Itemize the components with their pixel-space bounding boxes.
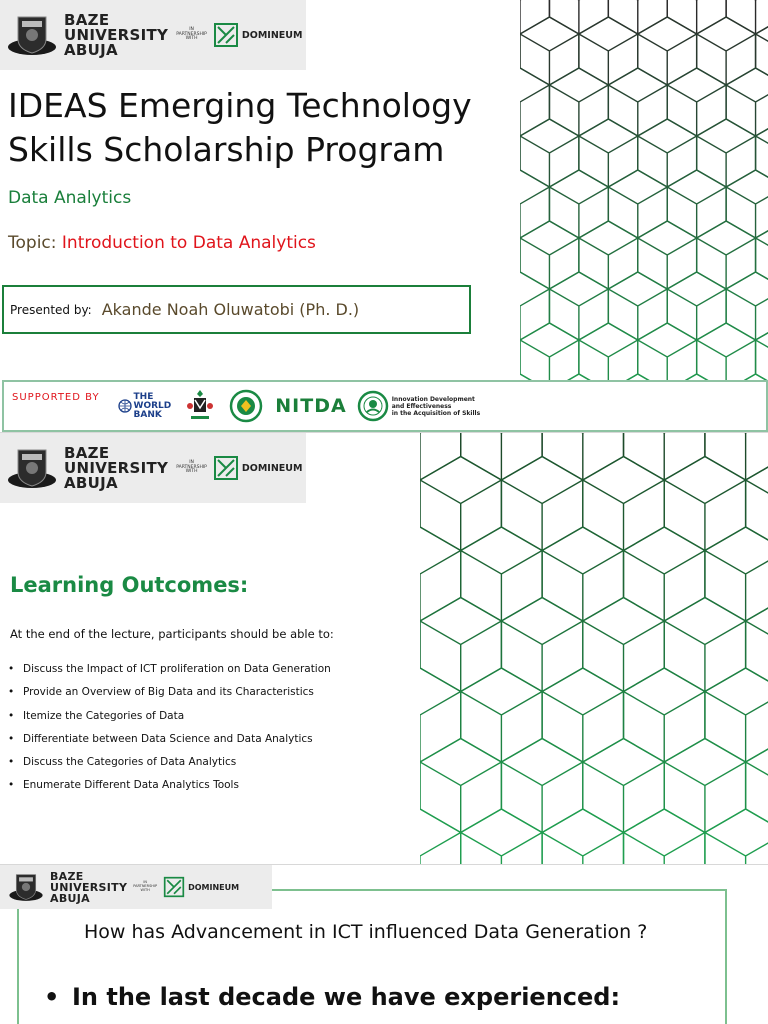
cube-edges: [705, 833, 768, 865]
cube-edges: [420, 433, 461, 480]
cube-edges: [608, 85, 667, 136]
cube-edges: [664, 621, 745, 692]
cube-outline: [746, 457, 768, 551]
list-item: • Differentiate between Data Science and Data Analytics: [8, 728, 331, 751]
page-title: [8, 84, 548, 172]
cube-edges: [756, 136, 768, 187]
cube-outline: [705, 809, 768, 864]
cube-outline: [726, 170, 768, 238]
cube-edges: [638, 238, 697, 289]
baze-crest-icon: [6, 442, 58, 494]
cube-edges: [583, 762, 664, 833]
cube-edges: [697, 238, 756, 289]
cube-outline: [420, 527, 461, 621]
cube-edges: [624, 433, 705, 480]
world-bank-globe-icon: [118, 399, 132, 413]
partner-line-1: IN: [189, 459, 194, 465]
slide-learning-outcomes: [0, 432, 768, 864]
outcome-text: Enumerate Different Data Analytics Tools: [23, 779, 239, 792]
cube-outline: [746, 739, 768, 833]
partner-line-2: PARTNERSHIP: [176, 31, 207, 37]
uni-name-line-1: BAZE: [64, 10, 110, 29]
world-bank-line-1: THE: [133, 391, 154, 402]
uni-name-line-1: BAZE: [50, 869, 84, 883]
learning-outcomes-list: [8, 658, 331, 798]
uni-name-line-1: BAZE: [64, 443, 110, 462]
topic: [8, 233, 316, 253]
cube-edges: [667, 85, 726, 136]
learning-outcomes-heading: Learning Outcomes:: [10, 573, 249, 597]
outcome-text: Discuss the Impact of ICT proliferation on Data Generation: [23, 663, 331, 675]
domineum-name: DOMINEUM: [241, 462, 303, 474]
uni-name-line-2: UNIVERSITY: [64, 458, 169, 477]
cube-edges: [726, 289, 768, 340]
cube-edges: [664, 762, 745, 833]
cube-edges: [667, 187, 726, 238]
cube-edges: [542, 692, 623, 763]
uni-name-line-2: UNIVERSITY: [50, 880, 128, 894]
cube-edges: [501, 480, 582, 551]
cube-outline: [520, 272, 549, 340]
cube-edges: [746, 480, 768, 551]
cube-outline: [520, 0, 549, 34]
cube-edges: [608, 0, 667, 34]
cube-edges: [542, 433, 623, 480]
world-bank-logo: [118, 393, 172, 420]
cube-pattern: [420, 433, 768, 864]
domineum-logo-icon: [213, 22, 239, 48]
cube-edges: [583, 621, 664, 692]
seal-icon: [229, 389, 263, 423]
cube-edges: [746, 762, 768, 833]
partner-line-3: WITH: [185, 36, 198, 42]
cube-edges: [520, 289, 549, 340]
cube-edges: [579, 136, 638, 187]
cube-edges: [549, 187, 608, 238]
cube-edges: [420, 621, 501, 692]
list-item: • Provide an Overview of Big Data and its Characteristics: [8, 681, 331, 704]
list-item: • Itemize the Categories of Data: [8, 705, 331, 728]
cube-edges: [756, 34, 768, 85]
cube-edges: [420, 692, 461, 763]
cube-edges: [549, 0, 608, 34]
cube-edges: [420, 833, 461, 865]
cube-edges: [726, 85, 768, 136]
list-item: • Discuss the Impact of ICT proliferation on Data Generation: [8, 658, 331, 681]
outcome-text: Provide an Overview of Big Data and its Characteristics: [23, 686, 314, 699]
cube-outline: [705, 668, 768, 762]
outcome-text: Discuss the Categories of Data Analytics: [23, 756, 237, 769]
header-bar: [0, 865, 272, 909]
cube-outline: [420, 668, 461, 762]
list-item: • Discuss the Categories of Data Analytics: [8, 751, 331, 774]
presented-by-label: Presented by:: [10, 302, 92, 317]
cube-outline: [726, 272, 768, 340]
supported-by-bar: [2, 380, 768, 432]
domineum-logo-icon: [163, 876, 185, 898]
cube-outline: [420, 433, 461, 480]
supported-by-label: SUPPORTED BY: [12, 391, 100, 403]
cube-edges: [638, 34, 697, 85]
partner-line-1: IN: [189, 26, 194, 32]
cube-outline: [705, 527, 768, 621]
title-line-2: Skills Scholarship Program: [8, 130, 445, 169]
slide-ict-data-generation: [0, 864, 768, 1024]
bullet-text: In the last decade we have experienced:: [72, 983, 621, 1011]
uni-name-line-3: ABUJA: [64, 40, 118, 59]
partner-line-3: WITH: [140, 887, 150, 892]
presenter-name: Akande Noah Oluwatobi (Ph. D.): [101, 300, 360, 319]
cube-edges: [501, 762, 582, 833]
cube-edges: [461, 833, 542, 865]
header-bar: [0, 0, 306, 70]
ideas-line-3: in the Acquisition of Skills: [391, 409, 481, 417]
baze-crest-icon: [6, 9, 58, 61]
cube-edges: [461, 433, 542, 480]
cube-edges: [667, 0, 726, 34]
cube-edges: [549, 85, 608, 136]
cube-edges: [501, 621, 582, 692]
cube-edges: [549, 289, 608, 340]
cube-edges: [579, 34, 638, 85]
cube-edges: [520, 187, 549, 238]
cube-edges: [542, 833, 623, 865]
uni-name-line-3: ABUJA: [64, 473, 118, 492]
baze-crest-icon: [8, 869, 44, 905]
uni-name-line-2: UNIVERSITY: [64, 25, 169, 44]
cube-edges: [420, 551, 461, 622]
cube-edges: [420, 762, 501, 833]
domineum-name: DOMINEUM: [188, 882, 240, 892]
world-bank-line-3: BANK: [133, 409, 162, 420]
uni-name-line-3: ABUJA: [50, 891, 90, 905]
domineum-logo-icon: [213, 455, 239, 481]
cube-edges: [520, 34, 579, 85]
cube-edges: [705, 551, 768, 622]
ideas-line-2: and Effectiveness: [391, 402, 452, 410]
cube-edges: [461, 551, 542, 622]
cube-edges: [420, 480, 501, 551]
world-bank-line-2: WORLD: [133, 400, 172, 411]
partner-line-2: PARTNERSHIP: [133, 884, 158, 889]
presenter-box: [2, 285, 471, 334]
cube-edges: [520, 0, 549, 34]
cube-edges: [624, 551, 705, 622]
cube-edges: [583, 480, 664, 551]
learning-outcomes-intro: At the end of the lecture, participants should be able to:: [10, 627, 334, 641]
cube-edges: [667, 289, 726, 340]
domineum-name: DOMINEUM: [241, 29, 303, 41]
topic-label: Topic:: [8, 233, 57, 253]
nitda-logo-text: NITDA: [275, 395, 347, 417]
cube-edges: [542, 551, 623, 622]
cube-edges: [664, 480, 745, 551]
slide-question: How has Advancement in ICT influenced Data Generation ?: [84, 921, 648, 943]
header-bar: [0, 433, 306, 503]
slide-title: [0, 0, 768, 432]
cube-edges: [624, 692, 705, 763]
cube-pattern: [520, 0, 768, 432]
cube-outline: [746, 598, 768, 692]
cube-outline: [520, 170, 549, 238]
outcome-text: Itemize the Categories of Data: [23, 709, 185, 722]
list-item: • Enumerate Different Data Analytics Tools: [8, 774, 331, 797]
cube-edges: [726, 187, 768, 238]
cube-edges: [461, 692, 542, 763]
title-line-1: IDEAS Emerging Technology: [8, 86, 472, 125]
cube-edges: [608, 187, 667, 238]
ideas-line-1: Innovation Development: [391, 395, 475, 403]
partner-line-2: PARTNERSHIP: [176, 464, 207, 470]
cube-edges: [520, 238, 579, 289]
cube-edges: [624, 833, 705, 865]
coat-of-arms-icon: [185, 386, 215, 426]
cube-edges: [638, 136, 697, 187]
partner-line-3: WITH: [185, 469, 198, 475]
bullet-point: • In the last decade we have experienced:: [44, 983, 621, 1011]
cube-edges: [608, 289, 667, 340]
topic-value: Introduction to Data Analytics: [61, 233, 316, 253]
subject-label: Data Analytics: [8, 188, 132, 208]
cube-edges: [697, 34, 756, 85]
cube-edges: [746, 621, 768, 692]
cube-edges: [697, 136, 756, 187]
partner-line-1: IN: [143, 880, 147, 885]
cube-edges: [579, 238, 638, 289]
cube-edges: [705, 692, 768, 763]
outcome-text: Differentiate between Data Science and Data Analytics: [23, 732, 313, 745]
cube-edges: [756, 238, 768, 289]
ideas-logo: [357, 390, 480, 422]
cube-outline: [726, 68, 768, 136]
ideas-logo-icon: [357, 390, 389, 422]
